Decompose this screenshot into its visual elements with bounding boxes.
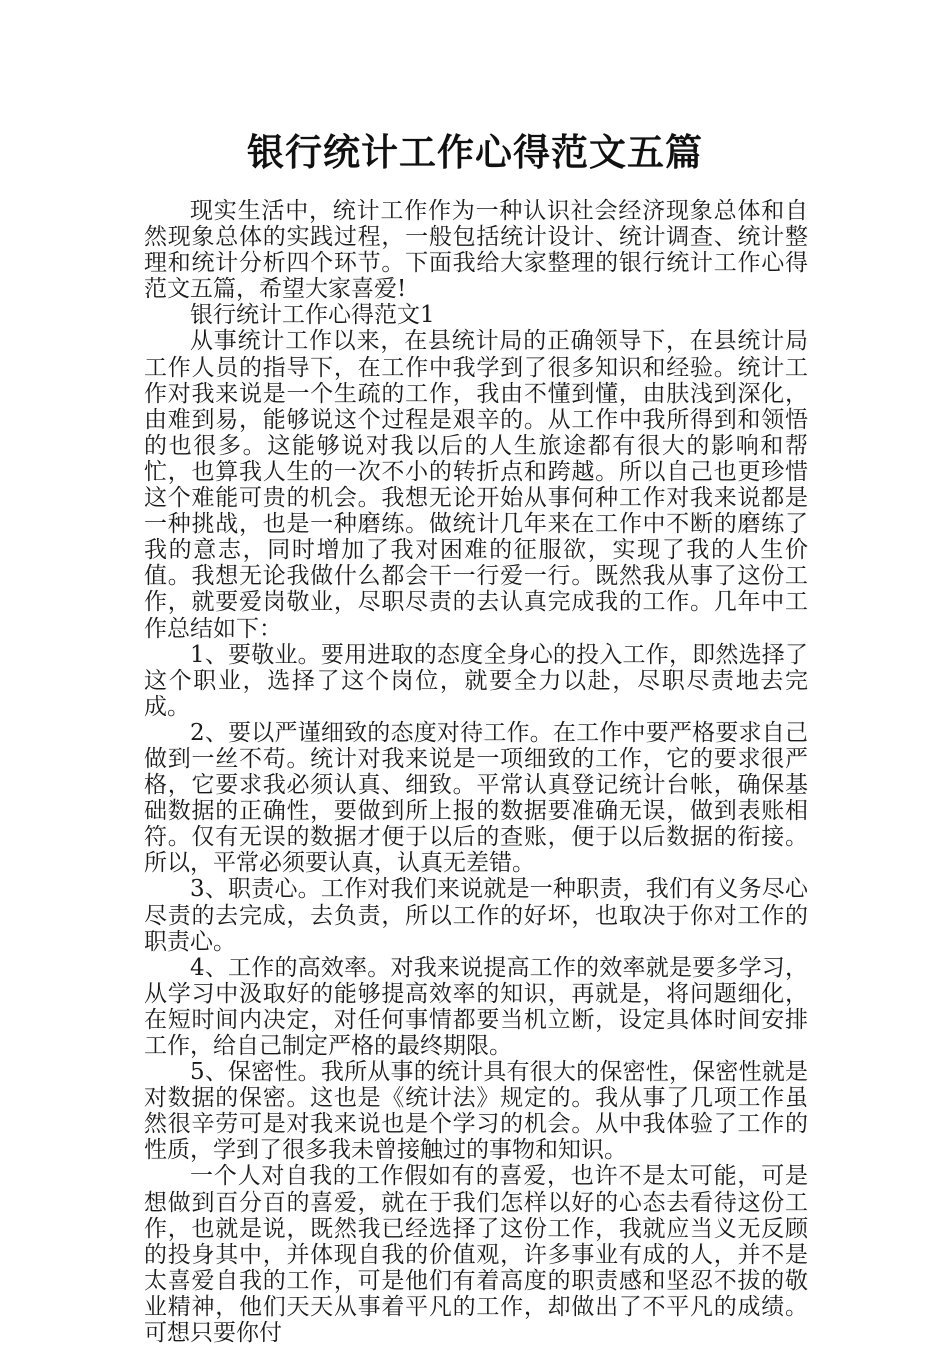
section-heading-1: 银行统计工作心得范文1 (190, 302, 435, 329)
paragraph-intro: 现实生活中，统计工作作为一种认识社会经济现象总体和自然现象总体的实践过程，一般包括统计设计、统计调查、统计整理和统计分析四个环节。下面我给大家整理的银行统计工作心得范文五篇，希望大家喜爱! (144, 198, 808, 303)
paragraph-experience: 从事统计工作以来，在县统计局的正确领导下，在县统计局工作人员的指导下，在工作中我学到了很多知识和经验。统计工作对我来说是一个生疏的工作，我由不懂到懂，由肤浅到深化，由难到易，能够说这个过程是艰辛的。从工作中我所得到和领悟的也很多。这能够说对我以后的人生旅途都有很大的影响和帮忙，也算我人生的一次不小的转折点和跨越。所以自己也更珍惜这个难能可贵的机会。我想无论开始从事何种工作对我来说都是一种挑战，也是一种磨练。做统计几年来在工作中不断的磨练了我的意志，同时增加了我对困难的征服欲，实现了我的人生价值。我想无论我做什么都会干一行爱一行。既然我从事了这份工作，就要爱岗敬业，尽职尽责的去认真完成我的工作。几年中工作总结如下： (144, 328, 808, 642)
document-body (144, 198, 808, 1346)
list-item-efficiency: 4、工作的高效率。对我来说提高工作的效率就是要多学习，从学习中汲取好的能够提高效率的知识，再就是，将问题细化，在短时间内决定，对任何事情都要当机立断，设定具体时间安排工作，给自己制定严格的最终期限。 (144, 954, 808, 1059)
list-item-confidentiality: 5、保密性。我所从事的统计具有很大的保密性，保密性就是对数据的保密。这也是《统计法》规定的。我从事了几项工作虽然很辛劳可是对我来说也是个学习的机会。从中我体验了工作的性质，学到了很多我未曾接触过的事物和知识。 (144, 1059, 808, 1164)
list-item-dedication: 1、要敬业。要用进取的态度全身心的投入工作，即然选择了这个职业，选择了这个岗位，就要全力以赴，尽职尽责地去完成。 (144, 641, 808, 720)
paragraph-closing: 一个人对自我的工作假如有的喜爱，也许不是太可能，可是想做到百分百的喜爱，就在于我们怎样以好的心态去看待这份工作，也就是说，既然我已经选择了这份工作，我就应当义无反顾的投身其中，并体现自我的价值观，许多事业有成的人，并不是太喜爱自我的工作，可是他们有着高度的职责感和坚忍不拔的敬业精神，他们天天从事着平凡的工作，却做出了不平凡的成绩。可想只要你付 (144, 1163, 808, 1346)
list-item-responsibility: 3、职责心。工作对我们来说就是一种职责，我们有义务尽心尽责的去完成，去负责，所以工作的好坏，也取决于你对工作的职责心。 (144, 876, 808, 955)
list-item-rigor: 2、要以严谨细致的态度对待工作。在工作中要严格要求自己做到一丝不苟。统计对我来说是一项细致的工作，它的要求很严格，它要求我必须认真、细致。平常认真登记统计台帐，确保基础数据的正确性，要做到所上报的数据要准确无误，做到表账相符。仅有无误的数据才便于以后的查账，便于以后数据的衔接。所以，平常必须要认真，认真无差错。 (144, 719, 808, 877)
document-title: 银行统计工作心得范文五篇 (247, 130, 703, 174)
